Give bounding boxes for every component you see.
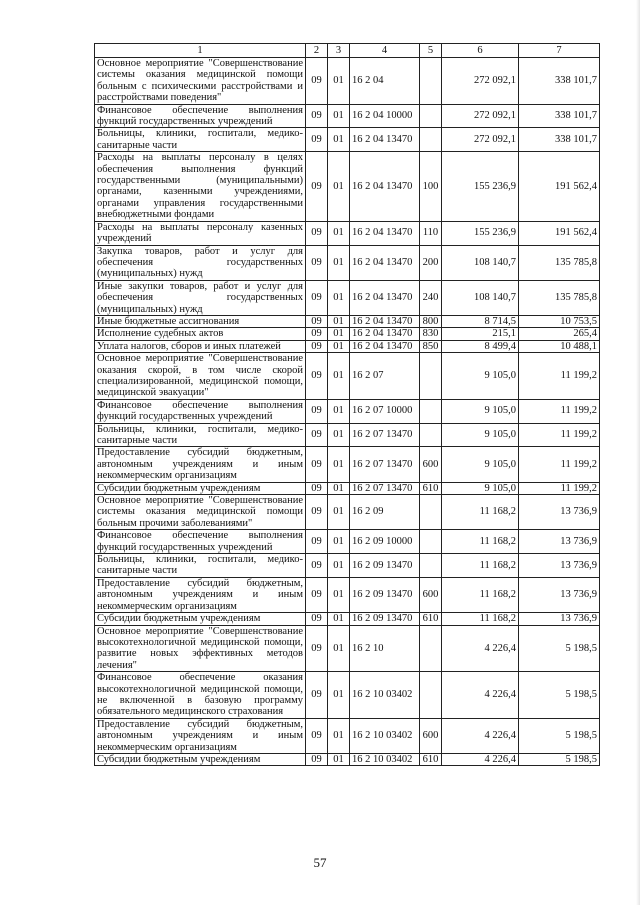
section-code: 09 <box>306 753 328 765</box>
amount-year-1: 9 105,0 <box>442 447 519 482</box>
target-article-code: 16 2 04 13470 <box>350 221 420 245</box>
row-name: Иные бюджетные ассигнования <box>95 315 306 327</box>
section-code: 09 <box>306 58 328 105</box>
amount-year-1: 108 140,7 <box>442 280 519 315</box>
table-row <box>95 577 600 612</box>
table-row <box>95 753 600 765</box>
expense-type-code: 240 <box>420 280 442 315</box>
amount-year-1: 11 168,2 <box>442 554 519 578</box>
table-row <box>95 625 600 672</box>
header-col-7: 7 <box>519 44 600 58</box>
subsection-code: 01 <box>328 577 350 612</box>
amount-year-2: 13 736,9 <box>519 613 600 625</box>
target-article-code: 16 2 04 13470 <box>350 340 420 352</box>
subsection-code: 01 <box>328 482 350 494</box>
table-row <box>95 554 600 578</box>
table-row <box>95 221 600 245</box>
target-article-code: 16 2 04 13470 <box>350 315 420 327</box>
target-article-code: 16 2 10 03402 <box>350 753 420 765</box>
amount-year-2: 13 736,9 <box>519 530 600 554</box>
amount-year-1: 11 168,2 <box>442 495 519 530</box>
expense-type-code <box>420 672 442 719</box>
row-name: Расходы на выплаты персоналу в целях обеспечения выполнения функций государственными (муниципальными) органами, казенными учреждениями, органами управления государственными внебюджетными фондами <box>95 152 306 221</box>
table-row <box>95 128 600 152</box>
expense-type-code: 600 <box>420 447 442 482</box>
row-name: Больницы, клиники, госпитали, медико-санитарные части <box>95 423 306 447</box>
amount-year-2: 338 101,7 <box>519 104 600 128</box>
subsection-code: 01 <box>328 245 350 280</box>
section-code: 09 <box>306 530 328 554</box>
subsection-code: 01 <box>328 423 350 447</box>
expense-type-code <box>420 104 442 128</box>
row-name: Основное мероприятие "Совершенствование системы оказания медицинской помощи больным прочими заболеваниями" <box>95 495 306 530</box>
subsection-code: 01 <box>328 495 350 530</box>
amount-year-2: 338 101,7 <box>519 58 600 105</box>
row-name: Основное мероприятие "Совершенствование оказания скорой, в том числе скорой специализированной, медицинской помощи, медицинской эвакуации" <box>95 353 306 400</box>
target-article-code: 16 2 09 <box>350 495 420 530</box>
section-code: 09 <box>306 554 328 578</box>
amount-year-1: 9 105,0 <box>442 423 519 447</box>
subsection-code: 01 <box>328 128 350 152</box>
row-name: Исполнение судебных актов <box>95 328 306 340</box>
table-row <box>95 280 600 315</box>
expense-type-code: 830 <box>420 328 442 340</box>
amount-year-2: 11 199,2 <box>519 447 600 482</box>
row-name: Финансовое обеспечение оказания высокотехнологичной медицинской помощи, не включенной в базовую программу обязательного медицинского страхования <box>95 672 306 719</box>
expense-type-code <box>420 554 442 578</box>
target-article-code: 16 2 10 03402 <box>350 718 420 753</box>
amount-year-1: 155 236,9 <box>442 152 519 221</box>
subsection-code: 01 <box>328 328 350 340</box>
table-row <box>95 353 600 400</box>
target-article-code: 16 2 07 10000 <box>350 399 420 423</box>
expense-type-code: 600 <box>420 577 442 612</box>
target-article-code: 16 2 10 <box>350 625 420 672</box>
amount-year-2: 338 101,7 <box>519 128 600 152</box>
row-name: Финансовое обеспечение выполнения функций государственных учреждений <box>95 530 306 554</box>
amount-year-1: 108 140,7 <box>442 245 519 280</box>
header-col-6: 6 <box>442 44 519 58</box>
amount-year-2: 10 753,5 <box>519 315 600 327</box>
amount-year-1: 4 226,4 <box>442 718 519 753</box>
subsection-code: 01 <box>328 315 350 327</box>
expense-type-code <box>420 495 442 530</box>
amount-year-1: 272 092,1 <box>442 128 519 152</box>
amount-year-1: 9 105,0 <box>442 482 519 494</box>
section-code: 09 <box>306 718 328 753</box>
amount-year-2: 5 198,5 <box>519 753 600 765</box>
amount-year-1: 8 499,4 <box>442 340 519 352</box>
amount-year-1: 4 226,4 <box>442 672 519 719</box>
section-code: 09 <box>306 280 328 315</box>
section-code: 09 <box>306 152 328 221</box>
section-code: 09 <box>306 104 328 128</box>
target-article-code: 16 2 07 13470 <box>350 423 420 447</box>
target-article-code: 16 2 04 13470 <box>350 328 420 340</box>
header-col-1: 1 <box>95 44 306 58</box>
target-article-code: 16 2 10 03402 <box>350 672 420 719</box>
row-name: Основное мероприятие "Совершенствование системы оказания медицинской помощи больным с психическими расстройствами и расстройствами поведения" <box>95 58 306 105</box>
amount-year-1: 272 092,1 <box>442 104 519 128</box>
expense-type-code: 850 <box>420 340 442 352</box>
section-code: 09 <box>306 613 328 625</box>
target-article-code: 16 2 04 13470 <box>350 152 420 221</box>
row-name: Предоставление субсидий бюджетным, автономным учреждениям и иным некоммерческим организациям <box>95 577 306 612</box>
expense-type-code: 610 <box>420 613 442 625</box>
section-code: 09 <box>306 399 328 423</box>
table-row <box>95 672 600 719</box>
expense-type-code <box>420 58 442 105</box>
table-row <box>95 447 600 482</box>
row-name: Закупка товаров, работ и услуг для обеспечения государственных (муниципальных) нужд <box>95 245 306 280</box>
target-article-code: 16 2 07 13470 <box>350 447 420 482</box>
amount-year-2: 13 736,9 <box>519 554 600 578</box>
header-col-3: 3 <box>328 44 350 58</box>
expense-type-code <box>420 625 442 672</box>
amount-year-1: 9 105,0 <box>442 399 519 423</box>
target-article-code: 16 2 04 13470 <box>350 280 420 315</box>
subsection-code: 01 <box>328 399 350 423</box>
section-code: 09 <box>306 353 328 400</box>
amount-year-1: 8 714,5 <box>442 315 519 327</box>
expense-type-code: 610 <box>420 482 442 494</box>
table-row <box>95 58 600 105</box>
table-row <box>95 315 600 327</box>
amount-year-2: 5 198,5 <box>519 672 600 719</box>
table-row <box>95 423 600 447</box>
section-code: 09 <box>306 340 328 352</box>
amount-year-2: 191 562,4 <box>519 152 600 221</box>
amount-year-2: 11 199,2 <box>519 423 600 447</box>
section-code: 09 <box>306 447 328 482</box>
section-code: 09 <box>306 315 328 327</box>
amount-year-1: 11 168,2 <box>442 613 519 625</box>
expense-type-code: 610 <box>420 753 442 765</box>
amount-year-1: 11 168,2 <box>442 577 519 612</box>
subsection-code: 01 <box>328 613 350 625</box>
target-article-code: 16 2 09 10000 <box>350 530 420 554</box>
amount-year-1: 9 105,0 <box>442 353 519 400</box>
expense-type-code <box>420 530 442 554</box>
target-article-code: 16 2 04 13470 <box>350 245 420 280</box>
section-code: 09 <box>306 577 328 612</box>
amount-year-1: 4 226,4 <box>442 625 519 672</box>
table-row <box>95 152 600 221</box>
section-code: 09 <box>306 245 328 280</box>
amount-year-2: 135 785,8 <box>519 280 600 315</box>
table-row <box>95 399 600 423</box>
header-row <box>95 44 600 58</box>
header-col-4: 4 <box>350 44 420 58</box>
section-code: 09 <box>306 328 328 340</box>
table-row <box>95 495 600 530</box>
subsection-code: 01 <box>328 280 350 315</box>
target-article-code: 16 2 04 13470 <box>350 128 420 152</box>
amount-year-1: 4 226,4 <box>442 753 519 765</box>
amount-year-2: 191 562,4 <box>519 221 600 245</box>
target-article-code: 16 2 07 <box>350 353 420 400</box>
target-article-code: 16 2 09 13470 <box>350 613 420 625</box>
table-row <box>95 482 600 494</box>
subsection-code: 01 <box>328 58 350 105</box>
section-code: 09 <box>306 128 328 152</box>
amount-year-1: 11 168,2 <box>442 530 519 554</box>
table-row <box>95 530 600 554</box>
table-row <box>95 340 600 352</box>
table-row <box>95 613 600 625</box>
row-name: Больницы, клиники, госпитали, медико-санитарные части <box>95 128 306 152</box>
table-row <box>95 718 600 753</box>
row-name: Субсидии бюджетным учреждениям <box>95 753 306 765</box>
target-article-code: 16 2 07 13470 <box>350 482 420 494</box>
section-code: 09 <box>306 625 328 672</box>
budget-table <box>94 43 600 766</box>
expense-type-code <box>420 399 442 423</box>
expense-type-code <box>420 128 442 152</box>
target-article-code: 16 2 09 13470 <box>350 554 420 578</box>
amount-year-2: 11 199,2 <box>519 353 600 400</box>
amount-year-2: 135 785,8 <box>519 245 600 280</box>
subsection-code: 01 <box>328 753 350 765</box>
amount-year-1: 215,1 <box>442 328 519 340</box>
target-article-code: 16 2 04 10000 <box>350 104 420 128</box>
row-name: Уплата налогов, сборов и иных платежей <box>95 340 306 352</box>
table-row <box>95 328 600 340</box>
page-edge <box>636 0 640 905</box>
amount-year-2: 11 199,2 <box>519 399 600 423</box>
table-body <box>95 58 600 766</box>
row-name: Основное мероприятие "Совершенствование высокотехнологичной медицинской помощи, развитие новых эффективных методов лечения" <box>95 625 306 672</box>
table-row <box>95 104 600 128</box>
row-name: Финансовое обеспечение выполнения функций государственных учреждений <box>95 399 306 423</box>
subsection-code: 01 <box>328 554 350 578</box>
row-name: Финансовое обеспечение выполнения функций государственных учреждений <box>95 104 306 128</box>
header-col-2: 2 <box>306 44 328 58</box>
amount-year-2: 5 198,5 <box>519 625 600 672</box>
amount-year-2: 5 198,5 <box>519 718 600 753</box>
subsection-code: 01 <box>328 104 350 128</box>
row-name: Субсидии бюджетным учреждениям <box>95 613 306 625</box>
target-article-code: 16 2 09 13470 <box>350 577 420 612</box>
row-name: Субсидии бюджетным учреждениям <box>95 482 306 494</box>
target-article-code: 16 2 04 <box>350 58 420 105</box>
amount-year-1: 272 092,1 <box>442 58 519 105</box>
row-name: Расходы на выплаты персоналу казенных учреждений <box>95 221 306 245</box>
header-col-5: 5 <box>420 44 442 58</box>
amount-year-2: 10 488,1 <box>519 340 600 352</box>
expense-type-code: 600 <box>420 718 442 753</box>
amount-year-2: 265,4 <box>519 328 600 340</box>
expense-type-code: 110 <box>420 221 442 245</box>
section-code: 09 <box>306 495 328 530</box>
row-name: Предоставление субсидий бюджетным, автономным учреждениям и иным некоммерческим организациям <box>95 718 306 753</box>
subsection-code: 01 <box>328 447 350 482</box>
row-name: Иные закупки товаров, работ и услуг для обеспечения государственных (муниципальных) нужд <box>95 280 306 315</box>
amount-year-1: 155 236,9 <box>442 221 519 245</box>
amount-year-2: 13 736,9 <box>519 577 600 612</box>
expense-type-code: 800 <box>420 315 442 327</box>
section-code: 09 <box>306 672 328 719</box>
expense-type-code: 100 <box>420 152 442 221</box>
section-code: 09 <box>306 482 328 494</box>
table-row <box>95 245 600 280</box>
expense-type-code <box>420 353 442 400</box>
subsection-code: 01 <box>328 353 350 400</box>
subsection-code: 01 <box>328 152 350 221</box>
subsection-code: 01 <box>328 530 350 554</box>
page-number: 57 <box>313 855 327 870</box>
subsection-code: 01 <box>328 718 350 753</box>
subsection-code: 01 <box>328 221 350 245</box>
row-name: Больницы, клиники, госпитали, медико-санитарные части <box>95 554 306 578</box>
section-code: 09 <box>306 423 328 447</box>
amount-year-2: 11 199,2 <box>519 482 600 494</box>
section-code: 09 <box>306 221 328 245</box>
subsection-code: 01 <box>328 340 350 352</box>
amount-year-2: 13 736,9 <box>519 495 600 530</box>
expense-type-code <box>420 423 442 447</box>
expense-type-code: 200 <box>420 245 442 280</box>
subsection-code: 01 <box>328 672 350 719</box>
row-name: Предоставление субсидий бюджетным, автономным учреждениям и иным некоммерческим организациям <box>95 447 306 482</box>
subsection-code: 01 <box>328 625 350 672</box>
